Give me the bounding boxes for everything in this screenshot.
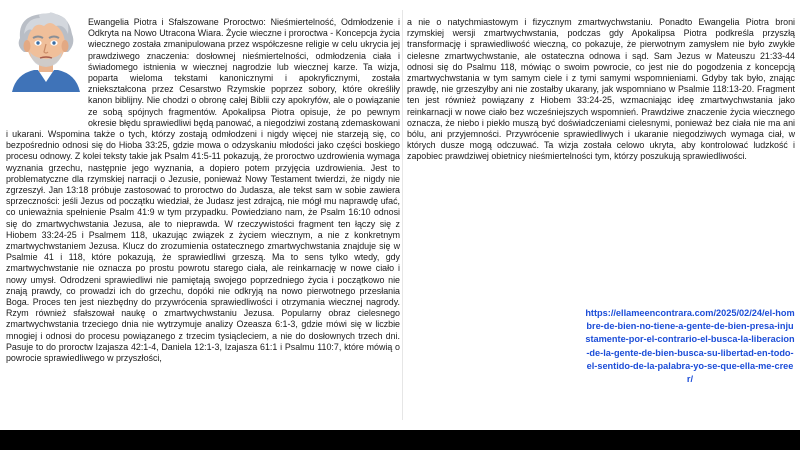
left-column-paragraph: Ewangelia Piotra i Sfałszowane Proroctwo: Nieśmiertelność, Odmłodzenie i Odkryta na Nowo Utracona Wiara. Życie wieczne i proroctwa - Koncepcja życia wiecznego została zmanipulowana przez współczesne religie w celu ukrycia jej prawdziwego znaczenia: dosłownej nieśmiertelności, odmłodzenia ciała i świadomego istnienia w wiecznej nagrodzie lub wiecznej karze. Ta wizja, poparta wieloma tekstami kanonicznymi i apokryficznymi, została zniekształcona przez Cesarstwo Rzymskie poprzez sobory, które określiły kanon biblijny. Nie chodzi o obronę całej Biblii czy apokryfów, ale o powiązanie ze sobą spójnych fragmentów. Apokalipsa Piotra opisuje, że po pewnym okresie błędu sprawiedliwi będą panować, a niegodziwi zostaną zdemaskowani i ukarani. Wspomina także o tych, którzy zostają odmłodzeni i nigdy więcej nie starzeją się, co bezpośrednio odnosi się do Hioba 33:25, gdzie mowa o odzyskaniu młodości jako części boskiego procesu odnowy. Z kolei teksty takie jak Psalm 41:5-11 pokazują, że proroctwo uzdrowienia wymaga wyznania grzechu, następnie jego wyznania, a dopiero potem przyjęcia uzdrowienia. Jest to problematyczne dla rzymskiej narracji o Jezusie, ponieważ Nowy Testament twierdzi, że nigdy nie zgrzeszył. Jan 13:18 próbuje zastosować to proroctwo do Judasza, ale tekst sam w sobie zawiera sprzeczności: jeśli Jezus od początku wiedział, że Judasz jest zdrajcą, nie mógł mu naprawdę ufać, co unieważnia spełnienie Psalm 41:9 w tym przypadku. Powiedziano nam, że Psalm 16:10 odnosi się do zmartwychwstania Jezusa, ale to nieprawda. W rzeczywistości fragment ten łączy się z Hiobem 33:24-25 i Psalmem 118, ukazując związek z życiem wiecznym, a nie z konkretnym zmartwychwstaniem Jezusa. Klucz do zrozumienia ostatecznego zmartwychwstania znajduje się w Psalmie 41 i 118, które pokazują, że sprawiedliwi grzeszą. Ma to sens tylko wtedy, gdy zmartwychwstanie nie oznacza po prostu powrotu starego ciała, ale reinkarnację w nowe ciało i nowy umysł. Odrodzeni sprawiedliwi nie pamiętają swojego poprzedniego życia i początkowo nie znają prawdy, co prowadzi ich do grzechu, dopóki nie odkryją na nowo pierwotnego przesłania Boga. Proces ten jest niezbędny do przywrócenia sprawiedliwości i otrzymania wiecznej nagrody. Rzym również sfałszował naukę o zmartwychwstaniu Jezusa. Popularny obraz cielesnego zmartwychwstania trzeciego dnia nie wytrzymuje analizy Ozeasza 6:1-3, gdzie mówi się w liczbie mnogiej i odnosi do procesu powiązanego z trzecim tysiącleciem, a nie do dosłownych trzech dni. Pasuje to do proroctw Izajasza 42:1-4, Daniela 12:1-3, Izajasza 61:1 i Psalmu 110:7, które mówią o powrocie sprawiedliwego w przyszłości,: [6, 17, 400, 364]
left-text-column: [6, 17, 400, 364]
avatar-spacer: [6, 17, 88, 127]
right-text-column: [407, 17, 795, 163]
source-link[interactable]: https://ellameencontrara.com/2025/02/24/el-hombre-de-bien-no-tiene-a-gente-de-bien-presa-injustamente-por-el-contrario-el-busca-la-liberacion-de-la-gente-de-bien-busca-su-libertad-en-todo-el-sentido-de-la-palabra-yo-se-que-ella-me-creer/: [585, 308, 795, 385]
bottom-black-band: [0, 430, 800, 450]
right-column-paragraph: a nie o natychmiastowym i fizycznym zmartwychwstaniu. Ponadto Ewangelia Piotra broni rzymskiej wersji zmartwychwstania, podczas gdy Apokalipsa Piotra podkreśla przyszłą transformację i sprawiedliwość wieczną, co pokazuje, że pierwotnym zamysłem nie było zwykłe cielesne zmartwychwstanie, ale ostateczna odnowa i sąd. Sam Jezus w Mateuszu 21:33-44 odnosi się do Psalmu 118, mówiąc o swoim powrocie, co jest nie do pogodzenia z koncepcją zmartwychwstania w tym samym ciele i z tymi samymi wspomnieniami. Gdyby tak było, znając prawdę, nie grzeszyłby ani nie zostałby ukarany, jak wspomniano w Psalmie 118:13-20. Fragment ten jest również powiązany z Hiobem 33:24-25, wzmacniając ideę zmartwychwstania jako reinkarnacji w nowe ciało bez wcześniejszych wspomnień. Prawdziwe znaczenie życia wiecznego oznacza, że niebo i piekło muszą być doświadczeniami cielesnymi, ponieważ bez ciała nie ma ani bólu, ani przyjemności. Przywrócenie sprawiedliwych i ukaranie niegodziwych wymaga ciał, w których dusze mogą odczuwać. Ta wizja została celowo ukryta, aby kontrolować ludzkość i zapobiec prawdziwej obietnicy nieśmiertelności tym, którzy poszukują sprawiedliwości.: [407, 17, 795, 162]
column-divider: [402, 10, 403, 420]
